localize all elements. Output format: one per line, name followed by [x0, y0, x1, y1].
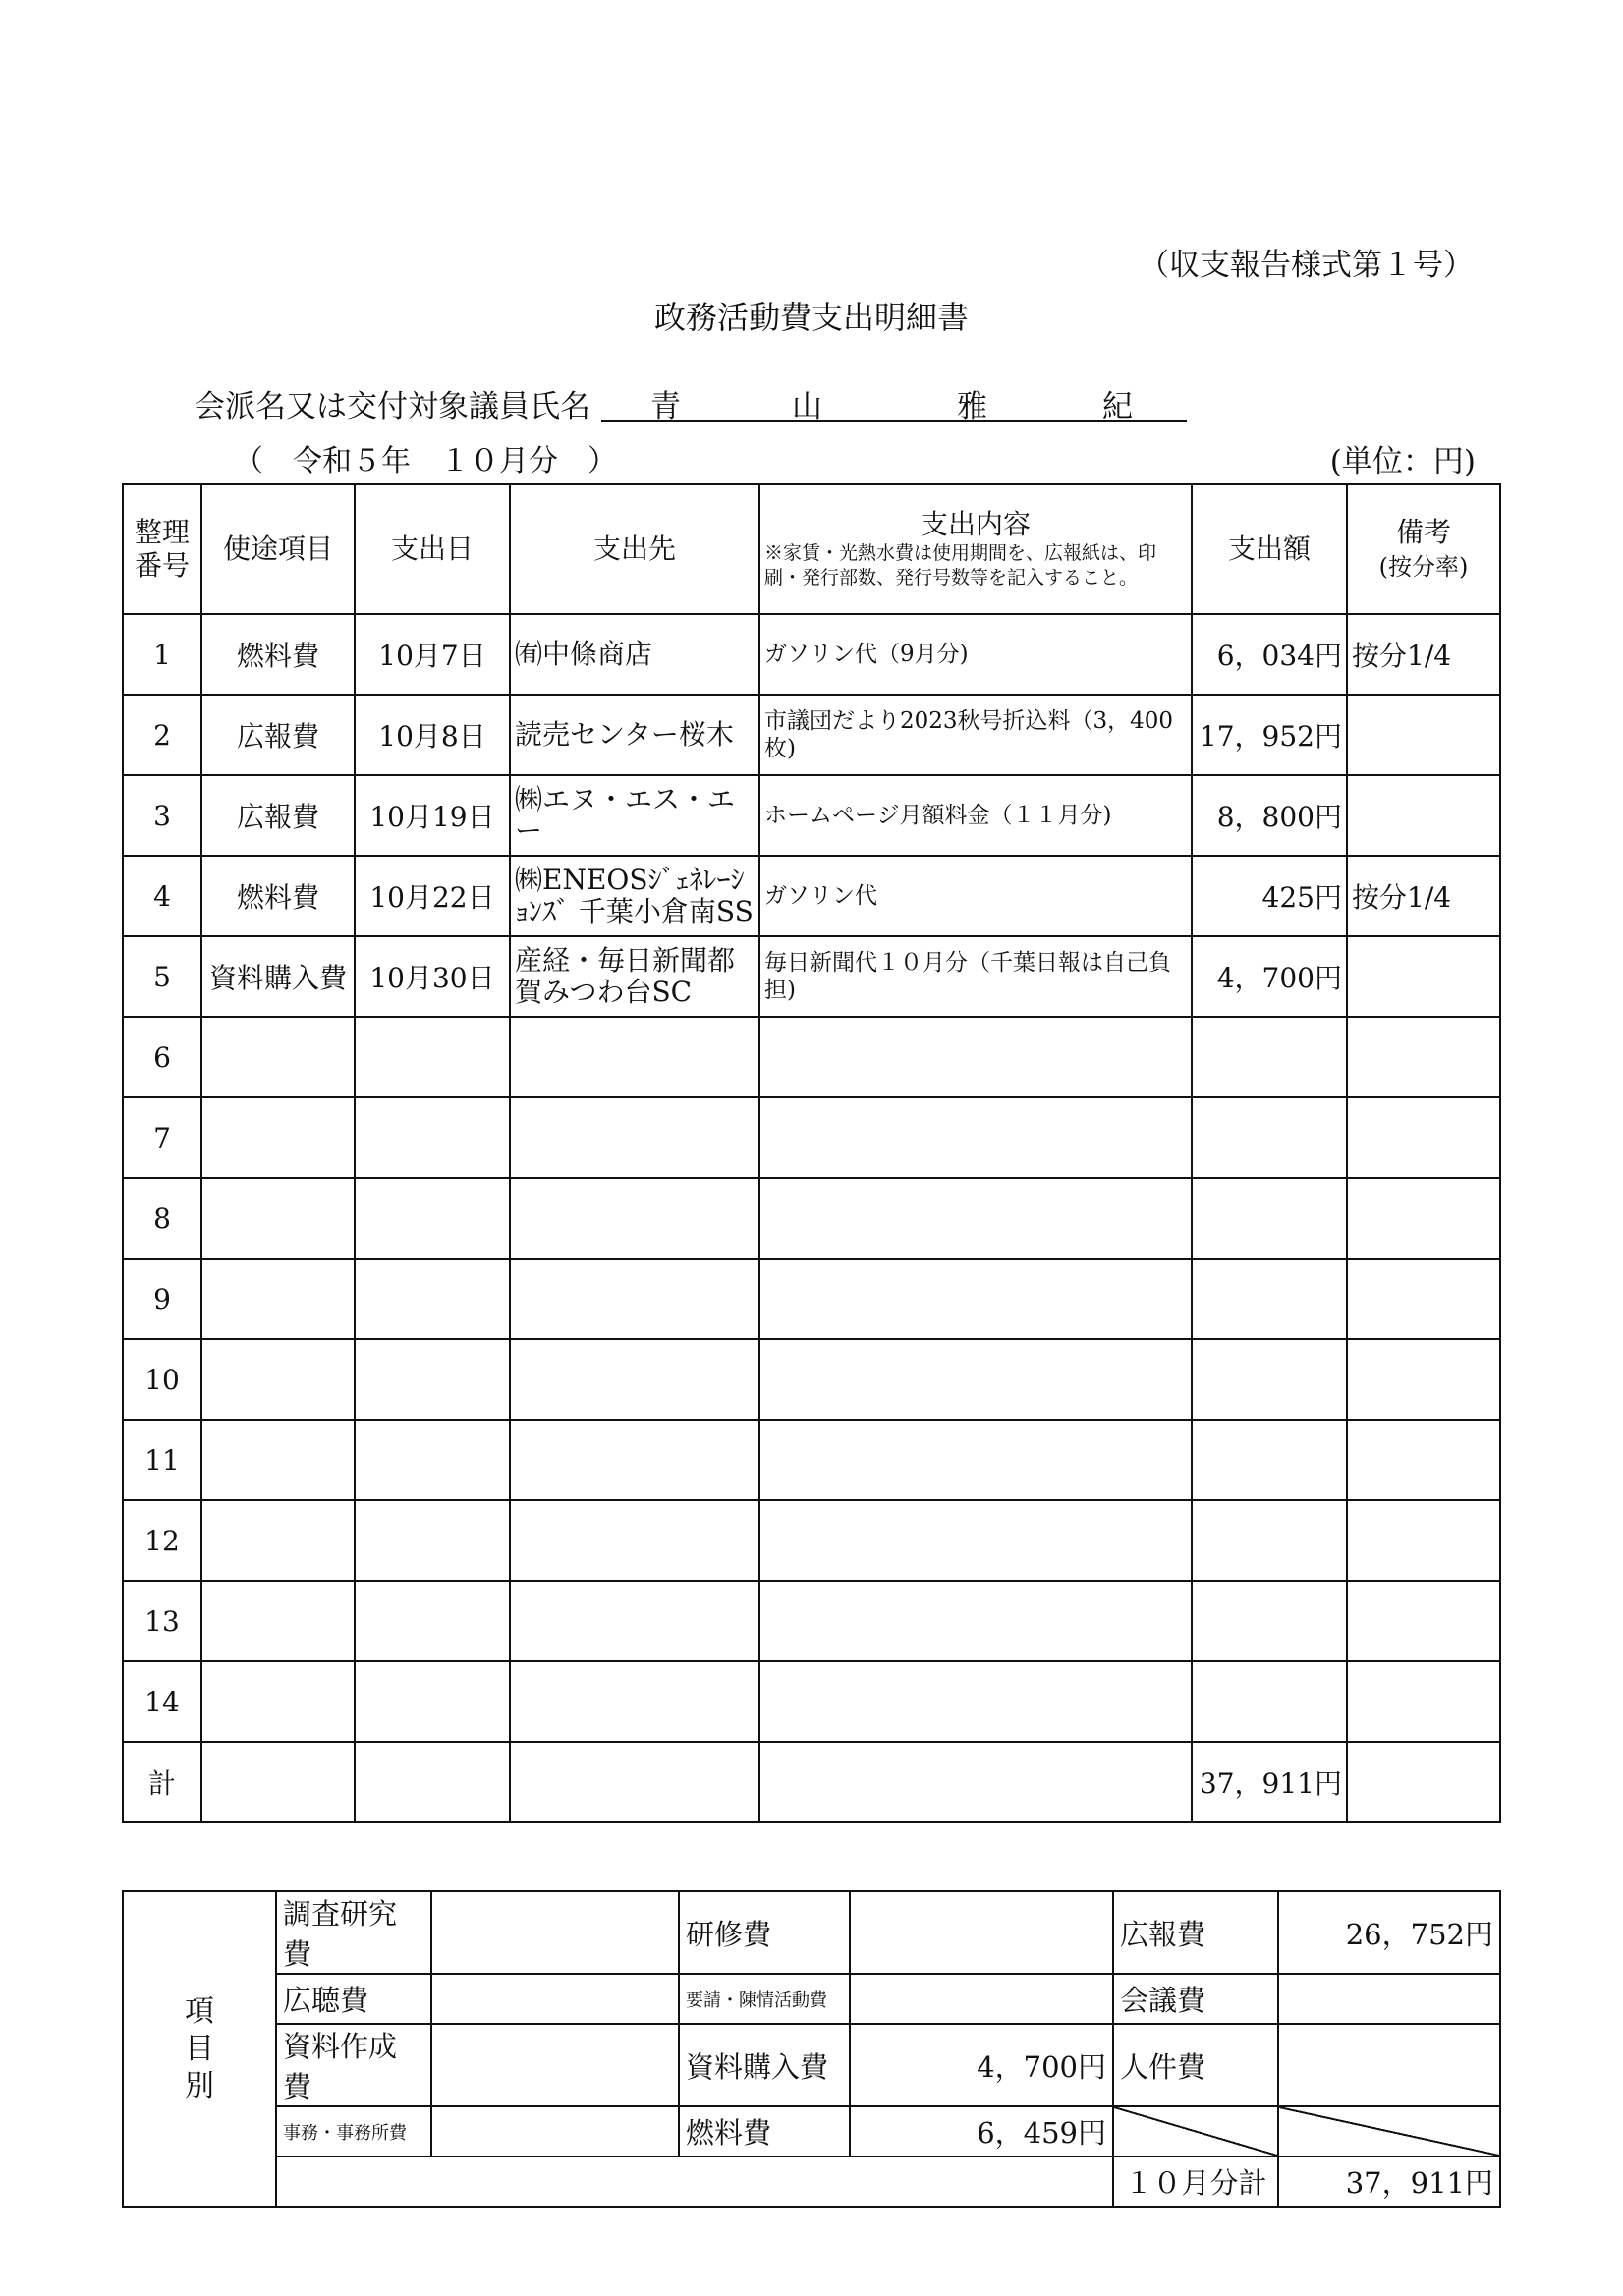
row-remarks [1347, 1420, 1500, 1500]
row-number: 3 [123, 775, 201, 856]
month-total-label: １０月分計 [1113, 2156, 1278, 2207]
table-row [123, 1178, 1500, 1259]
label-publicity: 広報費 [1113, 1891, 1278, 1974]
value-materials-purchase: 4，700円 [850, 2024, 1113, 2106]
category-label: 項 目 別 [123, 1891, 276, 2207]
row-content [759, 1661, 1192, 1742]
row-payee [510, 1259, 759, 1339]
table-row [123, 856, 1500, 936]
row-amount [1192, 1661, 1347, 1742]
row-payee: 読売センター桜木 [510, 695, 759, 775]
row-item: 広報費 [201, 695, 355, 775]
row-number: 4 [123, 856, 201, 936]
document-title: 政務活動費支出明細書 [653, 299, 969, 336]
value-fuel: 6，459円 [850, 2106, 1113, 2156]
row-amount: 17，952円 [1192, 695, 1347, 775]
row-date [355, 1259, 510, 1339]
blank-cell [276, 2156, 1113, 2207]
value-materials-creation [431, 2024, 679, 2106]
row-remarks [1347, 1661, 1500, 1742]
table-row [123, 1581, 1500, 1661]
header-payee: 支出先 [510, 484, 759, 614]
row-remarks: 按分1/4 [1347, 614, 1500, 695]
row-number: 2 [123, 695, 201, 775]
row-remarks [1347, 1259, 1500, 1339]
value-training [850, 1891, 1113, 1974]
row-date [355, 1178, 510, 1259]
row-payee [510, 1339, 759, 1420]
row-amount [1192, 1581, 1347, 1661]
row-remarks [1347, 695, 1500, 775]
row-remarks [1347, 1178, 1500, 1259]
value-hearing [431, 1974, 679, 2024]
row-date: 10月7日 [355, 614, 510, 695]
row-content [759, 1259, 1192, 1339]
row-remarks [1347, 1339, 1500, 1420]
row-content [759, 1500, 1192, 1581]
table-row [123, 1500, 1500, 1581]
row-content: 毎日新聞代１０月分（千葉日報は自己負担) [759, 936, 1192, 1017]
table-row [123, 1259, 1500, 1339]
row-amount: 4，700円 [1192, 936, 1347, 1017]
row-remarks: 按分1/4 [1347, 856, 1500, 936]
row-item: 燃料費 [201, 614, 355, 695]
table-row [123, 1661, 1500, 1742]
row-remarks [1347, 775, 1500, 856]
row-payee: 産経・毎日新聞都賀みつわ台SC [510, 936, 759, 1017]
report-period: （ 令和５年 １０月分 ） [234, 444, 617, 478]
name-label: 会派名又は交付対象議員氏名 [195, 389, 590, 424]
table-row [123, 1097, 1500, 1178]
label-personnel: 人件費 [1113, 2024, 1278, 2106]
row-number: 12 [123, 1500, 201, 1581]
row-remarks [1347, 1017, 1500, 1097]
header-date: 支出日 [355, 484, 510, 614]
table-row [123, 1420, 1500, 1500]
row-amount [1192, 1097, 1347, 1178]
row-date [355, 1661, 510, 1742]
row-payee [510, 1420, 759, 1500]
row-date [355, 1097, 510, 1178]
row-remarks [1347, 1097, 1500, 1178]
row-payee [510, 1097, 759, 1178]
row-amount: 8，800円 [1192, 775, 1347, 856]
category-summary-table [122, 1890, 1501, 2208]
table-row [123, 1017, 1500, 1097]
row-date [355, 1581, 510, 1661]
name-char: 雅 [957, 389, 987, 424]
table-header-row [123, 484, 1500, 614]
row-amount: 425円 [1192, 856, 1347, 936]
row-item [201, 1178, 355, 1259]
row-number: 1 [123, 614, 201, 695]
row-date: 10月8日 [355, 695, 510, 775]
row-date [355, 1500, 510, 1581]
header-content-note: ※家賃・光熱水費は使用期間を、広報紙は、印刷・発行部数、発行号数等を記入すること。 [764, 542, 1157, 588]
value-office [431, 2106, 679, 2156]
table-row [123, 695, 1500, 775]
label-materials-creation: 資料作成費 [276, 2024, 431, 2106]
label-research: 調査研究費 [276, 1891, 431, 1974]
header-no: 整理 番号 [123, 484, 201, 614]
diagonal-blank [1278, 2106, 1500, 2156]
diagonal-blank [1113, 2106, 1278, 2156]
row-content: ガソリン代（9月分) [759, 614, 1192, 695]
row-remarks [1347, 1581, 1500, 1661]
row-item [201, 1420, 355, 1500]
row-remarks [1347, 936, 1500, 1017]
row-item [201, 1339, 355, 1420]
unit-label: (単位：円) [1329, 444, 1476, 479]
row-payee [510, 1178, 759, 1259]
name-char: 山 [792, 389, 822, 424]
row-number: 7 [123, 1097, 201, 1178]
value-research [431, 1891, 679, 1974]
row-date: 10月19日 [355, 775, 510, 856]
row-payee: ㈱ENEOSｼﾞｪﾈﾚｰｼｮﾝｽﾞ 千葉小倉南SS [510, 856, 759, 936]
row-item [201, 1581, 355, 1661]
row-item: 資料購入費 [201, 936, 355, 1017]
row-content [759, 1339, 1192, 1420]
row-payee [510, 1661, 759, 1742]
label-fuel: 燃料費 [679, 2106, 850, 2156]
label-meeting: 会議費 [1113, 1974, 1278, 2024]
row-content [759, 1097, 1192, 1178]
row-amount [1192, 1259, 1347, 1339]
row-amount [1192, 1420, 1347, 1500]
row-payee: ㈱エヌ・エス・エー [510, 775, 759, 856]
row-date [355, 1420, 510, 1500]
label-materials-purchase: 資料購入費 [679, 2024, 850, 2106]
row-number: 10 [123, 1339, 201, 1420]
form-number: （収支報告様式第１号） [1139, 248, 1474, 283]
row-amount [1192, 1500, 1347, 1581]
row-item [201, 1259, 355, 1339]
row-item [201, 1097, 355, 1178]
row-content [759, 1178, 1192, 1259]
row-content: 市議団だより2023秋号折込料（3，400枚) [759, 695, 1192, 775]
table-row [123, 936, 1500, 1017]
row-content: ガソリン代 [759, 856, 1192, 936]
row-content [759, 1581, 1192, 1661]
header-content: 支出内容 ※家賃・光熱水費は使用期間を、広報紙は、印刷・発行部数、発行号数等を記入すること。 [759, 484, 1192, 614]
row-amount: 6，034円 [1192, 614, 1347, 695]
row-amount [1192, 1017, 1347, 1097]
row-date: 10月30日 [355, 936, 510, 1017]
month-total-amount: 37，911円 [1278, 2156, 1500, 2207]
row-item: 燃料費 [201, 856, 355, 936]
row-item [201, 1500, 355, 1581]
row-item: 広報費 [201, 775, 355, 856]
name-char: 青 [650, 389, 681, 424]
row-content [759, 1420, 1192, 1500]
row-number: 13 [123, 1581, 201, 1661]
row-payee [510, 1500, 759, 1581]
row-payee [510, 1017, 759, 1097]
value-publicity: 26，752円 [1278, 1891, 1500, 1974]
row-number: 5 [123, 936, 201, 1017]
row-content: ホームページ月額料金（１１月分) [759, 775, 1192, 856]
row-remarks [1347, 1500, 1500, 1581]
row-number: 6 [123, 1017, 201, 1097]
table-row [123, 775, 1500, 856]
name-char: 紀 [1102, 389, 1133, 424]
row-date [355, 1339, 510, 1420]
row-number: 11 [123, 1420, 201, 1500]
total-row [123, 1742, 1500, 1822]
total-label: 計 [123, 1742, 201, 1822]
label-office: 事務・事務所費 [276, 2106, 431, 2156]
row-item [201, 1017, 355, 1097]
row-date: 10月22日 [355, 856, 510, 936]
row-payee [510, 1581, 759, 1661]
header-remarks: 備考 (按分率) [1347, 484, 1500, 614]
row-amount [1192, 1339, 1347, 1420]
table-row [123, 1339, 1500, 1420]
header-item: 使途項目 [201, 484, 355, 614]
header-amount: 支出額 [1192, 484, 1347, 614]
value-petition [850, 1974, 1113, 2024]
row-amount [1192, 1178, 1347, 1259]
label-training: 研修費 [679, 1891, 850, 1974]
value-personnel [1278, 2024, 1500, 2106]
label-hearing: 広聴費 [276, 1974, 431, 2024]
row-number: 8 [123, 1178, 201, 1259]
row-number: 9 [123, 1259, 201, 1339]
label-petition: 要請・陳情活動費 [679, 1974, 850, 2024]
row-number: 14 [123, 1661, 201, 1742]
row-content [759, 1017, 1192, 1097]
total-amount: 37，911円 [1192, 1742, 1347, 1822]
expense-table [122, 483, 1501, 1823]
value-meeting [1278, 1974, 1500, 2024]
row-payee: ㈲中條商店 [510, 614, 759, 695]
table-row [123, 614, 1500, 695]
row-date [355, 1017, 510, 1097]
row-item [201, 1661, 355, 1742]
member-name [601, 381, 1187, 422]
